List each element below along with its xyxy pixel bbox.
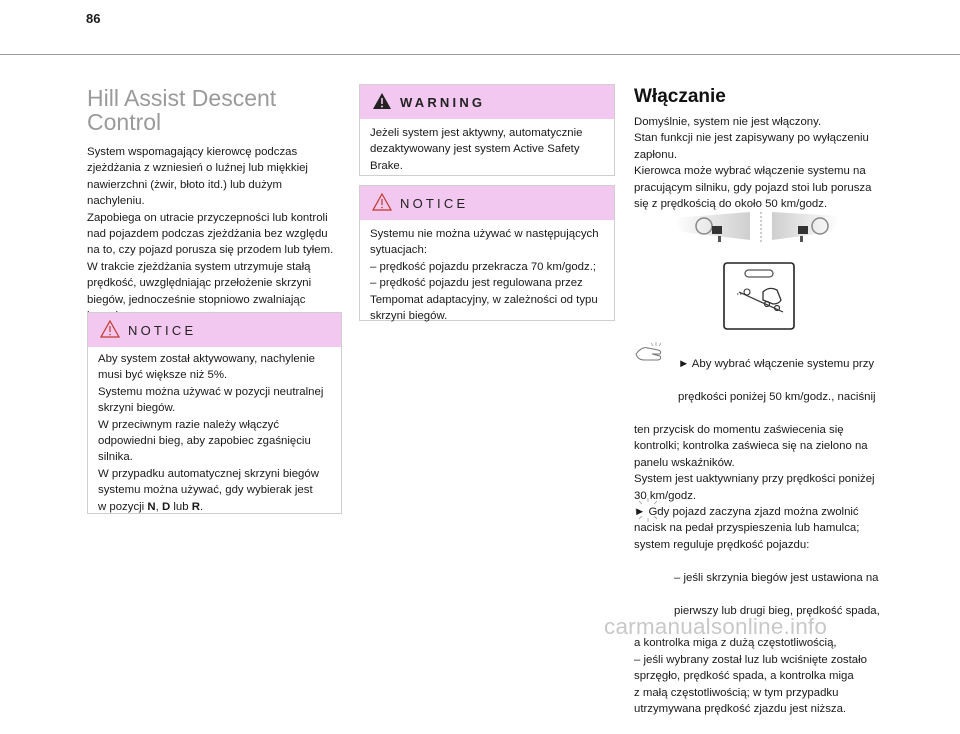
section-title-line1: Hill Assist Descent: [87, 85, 277, 111]
notice-box-middle: [359, 185, 615, 321]
steering-wheel-button-location-illustration: [672, 208, 844, 248]
step1-rest: ten przycisk do momentu zaświecenia się kontrolki; kontrolka zaświeca się na zielono na panelu wskaźników. System jest uaktywniany przy prędkości poniżej 30 km/godz. ► Gdy pojazd zaczyna zjazd można zwolnić nacisk na pedał przyspieszenia lub hamulca; system reguluje prędkość pojazdu:: [634, 424, 875, 551]
warning-box: [359, 84, 615, 176]
dash1-indent: pierwszy lub drugi bieg, prędkość spada,: [674, 604, 880, 617]
dash1-first: – jeśli skrzynia biegów jest ustawiona na: [674, 571, 879, 584]
separator: lub: [170, 500, 192, 513]
notice-text: [88, 347, 341, 523]
section-title: [87, 86, 347, 134]
intro-paragraph: System wspomagający kierowcę podczas zjeżdżania z wzniesień o luźnej lub miękkiej nawierzchni (żwir, błoto itd.) lub dużym nachyleniu. Zapobiega on utracie przyczepności lub kontroli nad pojazdem podczas zjeżdżania bez względu na to, czy pojazd porusza się przodem lub tyłem. W trakcie zjeżdżania system utrzymuje stałą prędkość, uwzględniając przełożenie skrzyni biegów, jednocześnie stopniowo zwalniając: [87, 146, 334, 306]
notice-box-left: [87, 312, 342, 514]
warning-triangle-icon: [372, 92, 392, 110]
gear-d: D: [161, 500, 171, 513]
left-column: [87, 86, 347, 324]
period: .: [199, 500, 204, 513]
dash1-first-line: [634, 570, 904, 586]
gear-n: N: [147, 500, 156, 513]
notice-header: [88, 313, 341, 347]
notice-title: NOTICE: [400, 196, 469, 211]
step1-first-line: [634, 356, 904, 372]
warning-triangle-icon: [372, 193, 392, 211]
page-number: 86: [86, 11, 101, 26]
notice-text: Systemu nie można używać w następujących sytuacjach: – prędkość pojazdu przekracza 70 km/godz.; – prędkość pojazdu jest regulowana przez Tempomat adaptacyjny, w zależności od typu skrzyni biegów.: [370, 228, 599, 323]
notice-header: [360, 186, 614, 220]
right-column: [634, 86, 894, 212]
activation-steps: [634, 340, 904, 734]
step1-second-line: [634, 389, 904, 405]
warning-header: [360, 85, 614, 119]
warning-title: WARNING: [400, 95, 486, 110]
section-heading: Włączanie: [634, 86, 726, 107]
dash-rest: a kontrolka miga z dużą częstotliwością, – jeśli wybrany został luz lub wciśnięte zostało sprzęgło, prędkość spada, a kontrolka miga z małą częstotliwością; w tym przypadku utrzymywana prędkość zjazdu jest niższa.: [634, 637, 867, 715]
notice-title: NOTICE: [128, 323, 197, 338]
gear-r: R: [191, 500, 200, 513]
watermark: carmanualsonline.info: [604, 614, 828, 639]
section-title-line2: Control: [87, 109, 162, 135]
warning-text: Jeżeli system jest aktywny, automatycznie dezaktywowany jest system Active Safety Brake.: [370, 127, 583, 172]
step1-first: ► Aby wybrać włączenie systemu przy: [678, 358, 875, 371]
activation-intro: Domyślnie, system nie jest włączony. Stan funkcji nie jest zapisywany po wyłączeniu zapłonu. Kierowca może wybrać włączenie systemu na pracującym silniku, gdy pojazd stoi lub porusza się z prędkością do około 50 km/godz.: [634, 116, 872, 211]
hill-descent-button-icon: [723, 262, 795, 330]
notice-text-main: Aby system został aktywowany, nachylenie musi być większe niż 5%. Systemu można używać w pozycji neutralnej skrzyni biegów. W przeciwnym razie należy włączyć odpowiedni bieg, aby zapobiec zgaśnięciu silnika. W przypadku automatycznej skrzyni biegów systemu można używać, gdy wybierak jest w pozycji: [98, 353, 324, 513]
step1-indent: prędkości poniżej 50 km/godz., naciśnij: [678, 391, 876, 404]
header-divider: [0, 54, 960, 55]
warning-triangle-icon: [100, 320, 120, 338]
separator: ,: [155, 500, 162, 513]
